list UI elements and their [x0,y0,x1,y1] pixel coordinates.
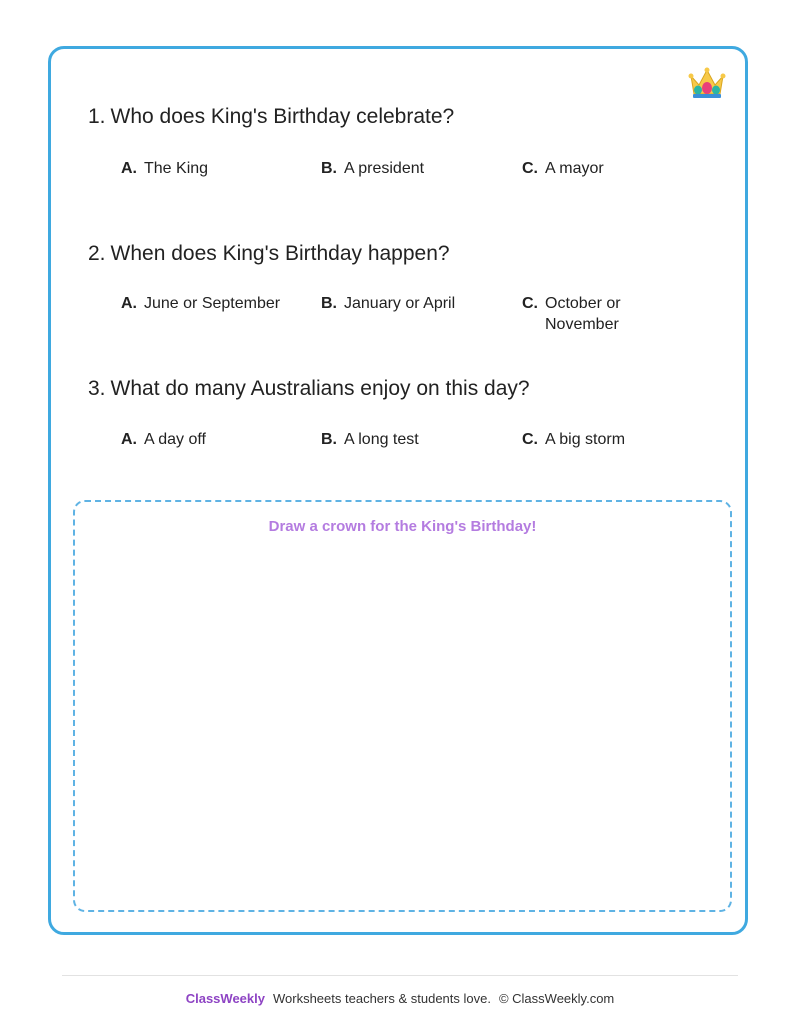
question-number: 1. [88,105,106,128]
q2-option-a[interactable] [121,293,301,314]
footer-divider [62,975,738,976]
option-text: A president [344,160,425,177]
option-letter: C. [522,295,538,312]
option-letter: A. [121,160,137,177]
q3-option-c[interactable] [522,429,702,450]
option-text: A mayor [545,160,604,177]
q2-option-c[interactable] [522,293,647,335]
q1-option-a[interactable] [121,158,301,179]
question-text: Who does King's Birthday celebrate? [110,105,455,128]
question-text: When does King's Birthday happen? [110,242,450,265]
option-letter: C. [522,160,538,177]
question-number: 3. [88,377,106,400]
q1-option-c[interactable] [522,158,702,179]
footer [0,991,800,1006]
q3-option-b[interactable] [321,429,501,450]
drawing-area[interactable] [73,500,732,912]
question-2 [88,242,450,266]
footer-copyright: © ClassWeekly.com [498,991,615,1006]
question-3 [88,377,530,401]
q1-option-b[interactable] [321,158,501,179]
crown-icon [688,66,726,100]
q3-option-a[interactable] [121,429,301,450]
question-1 [88,105,454,129]
option-letter: A. [121,295,137,312]
option-letter: C. [522,431,538,448]
option-text: January or April [344,295,456,312]
q2-option-b[interactable] [321,293,501,314]
question-number: 2. [88,242,106,265]
option-letter: B. [321,431,337,448]
option-text: A day off [144,431,206,448]
footer-tagline: Worksheets teachers & students love. [272,991,491,1006]
drawing-prompt: Draw a crown for the King's Birthday! [268,518,537,535]
footer-brand: ClassWeekly [185,991,265,1006]
option-text: A long test [344,431,419,448]
option-text: A big storm [545,431,626,448]
question-text: What do many Australians enjoy on this day? [110,377,530,400]
option-text: The King [144,160,209,177]
option-letter: A. [121,431,137,448]
option-letter: B. [321,160,337,177]
option-text: June or September [144,295,281,312]
option-letter: B. [321,295,337,312]
option-text: October or November [545,295,621,333]
